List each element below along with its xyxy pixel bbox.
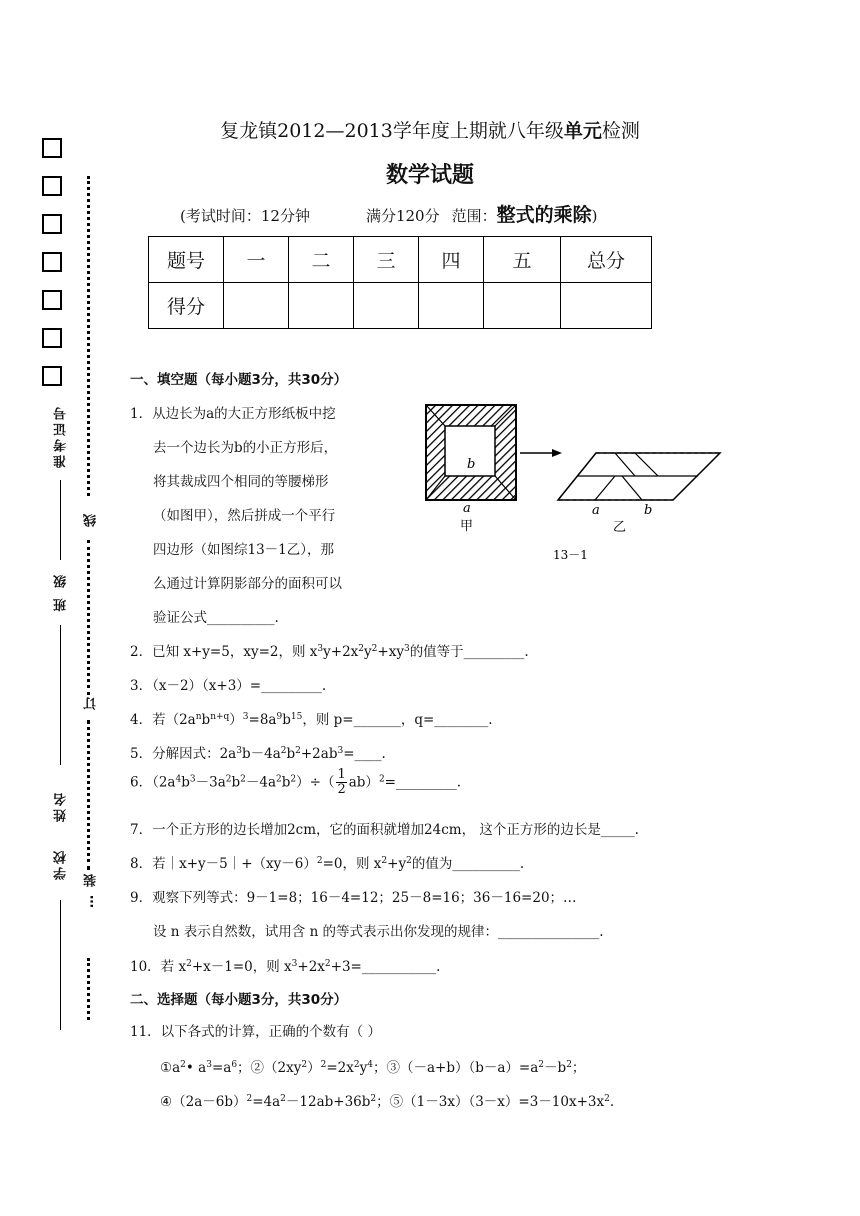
exam-time: (考试时间：12分钟	[180, 207, 310, 225]
exam-title-post: 检测	[601, 120, 640, 142]
exam-subtitle: 数学试题	[385, 163, 474, 188]
q1-line: 么通过计算阴影部分的面积可以	[153, 576, 342, 592]
arrow-icon	[520, 449, 562, 457]
figure-label-yi: 乙	[613, 520, 627, 535]
exam-info-close: )	[591, 207, 598, 225]
answer-box-7	[42, 366, 62, 386]
score-table-score-row	[149, 283, 652, 329]
answer-box-3	[42, 214, 62, 234]
question-3: 3．（x－2）（x+3）=_________.	[130, 678, 327, 694]
score-cell[interactable]	[484, 283, 561, 329]
binding-word-zhuang: 装	[84, 874, 99, 887]
question-7: 7．一个正方形的边长增加2cm，它的面积就增加24cm， 这个正方形的边长是_____.	[130, 822, 639, 838]
answer-box-4	[42, 252, 62, 272]
score-header-cell: 一	[224, 237, 289, 283]
score-header-cell: 二	[289, 237, 354, 283]
section1-heading: 一、填空题（每小题3分，共30分）	[130, 372, 348, 388]
score-header-cell: 五	[484, 237, 561, 283]
score-table-header-row	[149, 237, 652, 283]
class-line	[60, 625, 61, 765]
class-label: 班 级	[54, 572, 69, 612]
q1-line: 1．从边长为a的大正方形纸板中挖	[130, 406, 336, 422]
fraction-one-half: $\frac{1}{2}$	[337, 767, 346, 798]
figure-label-b: b	[467, 457, 476, 472]
q1-line: 去一个边长为b的小正方形后，	[153, 440, 338, 456]
school-line	[60, 900, 61, 1030]
id-number-line	[60, 480, 61, 560]
q1-line: 验证公式__________.	[153, 610, 279, 626]
score-header-cell: 题号	[149, 237, 224, 283]
score-header-cell: 四	[419, 237, 484, 283]
exam-full-score: 满分120分	[365, 207, 440, 225]
question-11-options-line-2: $④(2a-6b)^2=4a^2-12ab+36b^2$；$⑤(1-3x)(3-x)=3-10x+3x^2$.	[160, 1094, 615, 1110]
id-number-label: 准考证号	[54, 404, 69, 468]
exam-info-line	[180, 200, 700, 227]
question-8: 8．若$|x+y-5|+(xy-6)^2=0$，则 $x^2+y^2$的值为__________.	[130, 856, 525, 872]
question-11-options-line-1: $①a^2•$ $a^3=a^6$；$②(2xy^2)^2=2x^2y^4$；$③(-a+b)(b-a)=a^2-b^2$；	[160, 1060, 586, 1076]
binding-dots-3	[87, 720, 90, 870]
score-cell[interactable]	[224, 283, 289, 329]
score-table	[148, 236, 652, 329]
question-4: 4．若$(2a^nb^{n+q})^3=8a^9b^{15}$，则 p=_______，q=________.	[130, 712, 493, 728]
question-9-line-1: 9．观察下列等式：9－1=8；16－4=12；25－8=16；36－16=20；…	[130, 890, 577, 906]
figure-label-a-left: a	[463, 501, 471, 516]
question-11: 11．以下各式的计算，正确的个数有（ ）	[130, 1024, 381, 1040]
figure-caption: 13－1	[553, 548, 588, 562]
figure-jia	[426, 405, 516, 500]
binding-dots-1	[87, 176, 90, 496]
score-header-cell: 三	[354, 237, 419, 283]
q1-line: 四边形（如图综13－1乙），那	[153, 542, 335, 558]
answer-box-6	[42, 328, 62, 348]
exam-title	[0, 116, 860, 143]
score-cell[interactable]	[354, 283, 419, 329]
binding-dots-4	[87, 958, 90, 1020]
question-5: 5．分解因式：$2a^3b-4a^2b^2+2ab^3=\_\_\_\_$.	[130, 746, 386, 762]
question-10: 10．若 $x^2+x-1=0$，则 $x^3+2x^2+3=\_\_\_\_\_\_\_\_\_\_\_$.	[130, 959, 441, 975]
q1-line: （如图甲），然后拼成一个平行	[153, 508, 336, 524]
name-label: 姓名	[54, 790, 69, 822]
figure-label-jia: 甲	[460, 519, 474, 534]
exam-title-pre: 复龙镇2012—2013学年度上期就八年级	[220, 120, 564, 142]
score-row-label: 得分	[149, 283, 224, 329]
score-cell[interactable]	[419, 283, 484, 329]
question-9-line-2: 设 n 表示自然数，试用含 n 的等式表示出你发现的规律：_______________.	[153, 924, 604, 940]
question-6: 6．$(2a^4b^3-3a^2b^2-4a^2b^2)\div$（ $\frac{1}{2}$ ab）$^2$=_________.	[130, 767, 462, 798]
question-2: 2．已知 x+y=5，xy=2，则 $x^3y+2x^2y^2+xy^3$的值等于_________.	[130, 644, 529, 660]
binding-word-ding: 订	[84, 697, 99, 710]
exam-scope-label: 范围：	[451, 207, 497, 225]
school-label: 学校	[54, 848, 69, 880]
binding-dots-2	[87, 540, 90, 695]
score-cell[interactable]	[289, 283, 354, 329]
section2-heading: 二、选择题（每小题3分，共30分）	[130, 992, 348, 1008]
score-header-cell: 总分	[561, 237, 652, 283]
exam-title-bold: 单元	[563, 120, 602, 142]
answer-box-5	[42, 290, 62, 310]
binding-dots-zhuang: …	[82, 895, 97, 908]
figure-label-b-right: b	[644, 503, 653, 518]
q1-line: 将其裁成四个相同的等腰梯形	[153, 474, 329, 490]
score-cell[interactable]	[561, 283, 652, 329]
exam-scope: 整式的乘除	[496, 204, 592, 226]
figure-label-a-right: a	[592, 503, 600, 518]
figure-yi	[558, 453, 720, 500]
figure-13-1	[410, 396, 740, 566]
binding-word-line: 线	[84, 514, 99, 527]
